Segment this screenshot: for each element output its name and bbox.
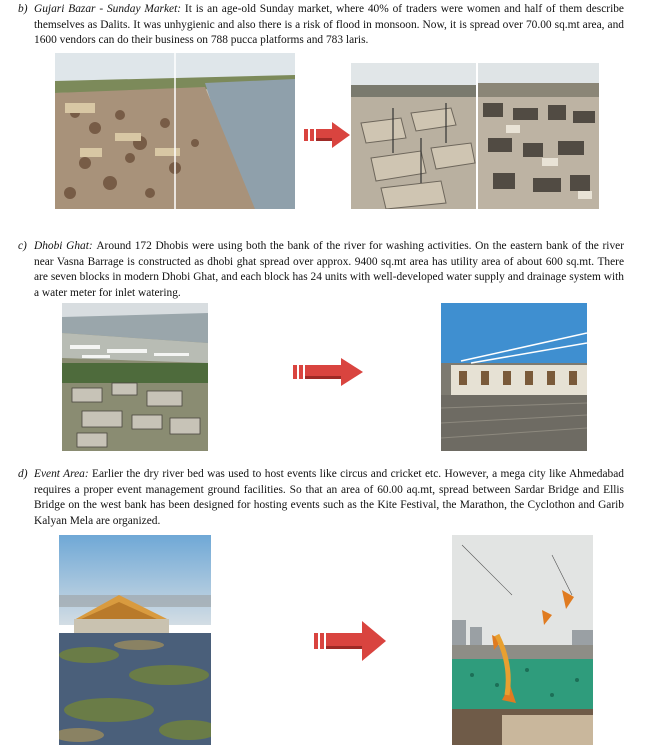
gujari-bazar-after-photo-1 bbox=[351, 63, 476, 209]
arrow-right-icon bbox=[314, 620, 386, 662]
arrow-right-icon bbox=[304, 120, 350, 150]
section-d-title: Event Area: bbox=[34, 468, 93, 480]
gujari-bazar-after-photo-2 bbox=[478, 63, 599, 209]
dhobi-ghat-before-photo bbox=[62, 303, 208, 451]
section-c-title: Dhobi Ghat: bbox=[34, 240, 97, 252]
event-area-after-photo bbox=[452, 535, 593, 745]
section-d-marker: d) bbox=[18, 468, 28, 480]
section-d-body: Earlier the dry river bed was used to host events like circus and cricket etc. However, a mega city like Ahmedabad requires a proper event management ground facilities. So that an area of 60.00 aq.mt, spread between Sardar Bridge and Ellis Bridge on the west bank has been designed for hosting events such as the Kite Festival, the Marathon, the Cyclothon and Garib Kalyan Mela are organized. bbox=[34, 468, 624, 527]
dhobi-ghat-after-photo bbox=[441, 303, 587, 451]
section-b-body: It is an age-old Sunday market, where 40% of traders were women and half of them describe themselves as Dalits. It was unhygienic and also there is a risk of flood in monsoon. Now, it is spread over 70.00 sq.mt area, and 1600 vendors can do their business on 788 pucca platforms and 783 laris. bbox=[34, 3, 624, 47]
section-d-text bbox=[18, 467, 624, 529]
arrow-right-icon bbox=[293, 357, 363, 387]
section-c-marker: c) bbox=[18, 240, 27, 252]
event-area-before-photo bbox=[59, 535, 211, 745]
section-b-title: Gujari Bazar - Sunday Market: bbox=[34, 3, 185, 15]
section-c-text bbox=[18, 239, 624, 301]
section-b-text bbox=[18, 2, 624, 49]
section-c-body: Around 172 Dhobis were using both the bank of the river for washing activities. On the eastern bank of the river near Vasna Barrage is constructed as dhobi ghat spread over approx. 9400 sq.mt area has utility area of about 600 sq.mt. There are seven blocks in modern Dhobi Ghat, and each block has 24 units with well-developed water supply and drainage system with a water meter for inlet watering. bbox=[34, 240, 624, 299]
section-b-marker: b) bbox=[18, 3, 28, 15]
gujari-bazar-before-photo bbox=[55, 53, 295, 209]
